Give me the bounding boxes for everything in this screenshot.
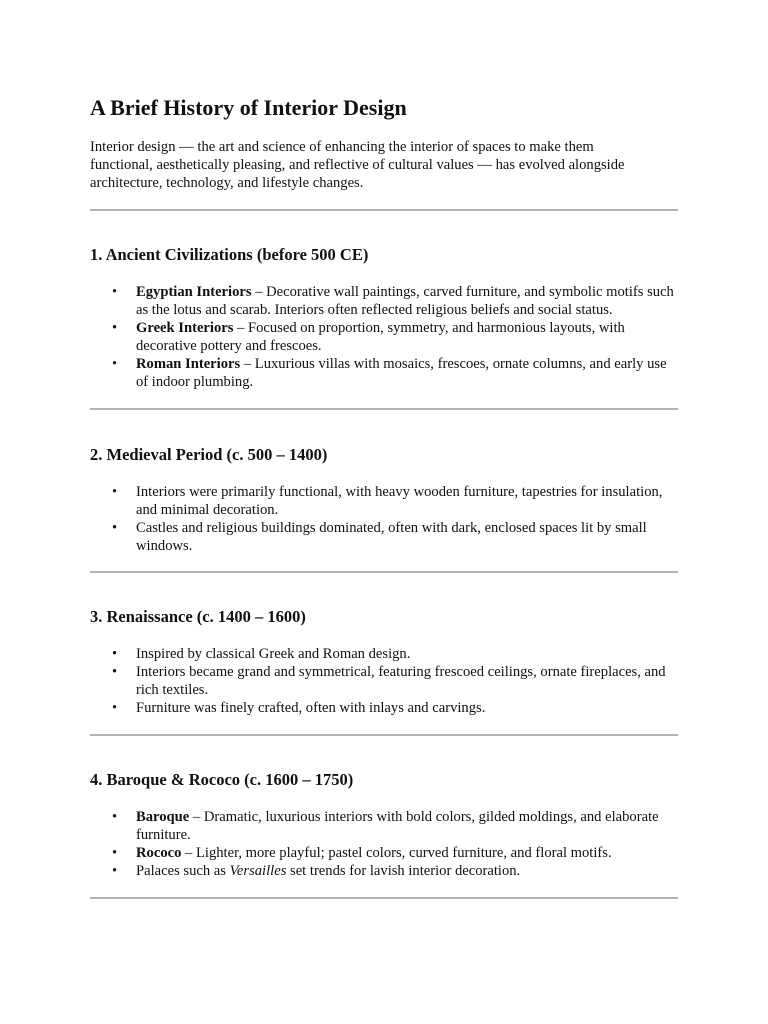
section-divider bbox=[90, 734, 678, 736]
list-item bbox=[90, 844, 678, 862]
list-item: • Inspired by classical Greek and Roman design. bbox=[90, 645, 678, 663]
list-item bbox=[90, 808, 678, 844]
section-list-medieval bbox=[90, 483, 678, 555]
list-item bbox=[90, 283, 678, 319]
item-text: – Luxurious villas with mosaics, frescoes, ornate columns, and early use of indoor plumbing. bbox=[136, 356, 667, 390]
item-emphasis: Versailles bbox=[229, 863, 287, 879]
list-item: • Furniture was finely crafted, often with inlays and carvings. bbox=[90, 699, 678, 717]
section-divider bbox=[90, 897, 678, 899]
section-list-renaissance bbox=[90, 645, 678, 717]
list-item bbox=[90, 319, 678, 355]
item-term: Greek Interiors bbox=[136, 320, 234, 336]
section-list-baroque-rococo bbox=[90, 808, 678, 880]
item-text: – Dramatic, luxurious interiors with bold colors, gilded moldings, and elaborate furniture. bbox=[136, 809, 659, 843]
item-text: – Decorative wall paintings, carved furniture, and symbolic motifs such as the lotus and scarab. Interiors often reflected religious beliefs and social status. bbox=[136, 284, 674, 318]
section-heading-medieval: 2. Medieval Period (c. 500 – 1400) bbox=[90, 445, 328, 464]
section-divider bbox=[90, 209, 678, 211]
intro-paragraph: Interior design — the art and science of enhancing the interior of spaces to make them functional, aesthetically pleasing, and reflective of cultural values — has evolved alongside architecture, technology, and lifestyle changes. bbox=[90, 139, 625, 191]
item-term: Baroque bbox=[136, 809, 190, 825]
section-list-ancient bbox=[90, 283, 678, 391]
item-text-after: set trends for lavish interior decoration. bbox=[286, 863, 521, 879]
item-term: Rococo bbox=[136, 845, 182, 861]
list-item bbox=[90, 355, 678, 391]
item-text: – Lighter, more playful; pastel colors, curved furniture, and floral motifs. bbox=[181, 845, 612, 861]
list-item: • Interiors became grand and symmetrical, featuring frescoed ceilings, ornate fireplaces, and rich textiles. bbox=[90, 663, 678, 699]
section-heading-ancient: 1. Ancient Civilizations (before 500 CE) bbox=[90, 245, 369, 264]
item-text: – Focused on proportion, symmetry, and harmonious layouts, with decorative pottery and frescoes. bbox=[136, 320, 625, 354]
section-divider bbox=[90, 571, 678, 573]
list-item: • Interiors were primarily functional, with heavy wooden furniture, tapestries for insulation, and minimal decoration. bbox=[90, 483, 678, 519]
item-text: Palaces such as bbox=[136, 863, 230, 879]
list-item bbox=[90, 862, 678, 880]
item-term: Egyptian Interiors bbox=[136, 284, 252, 300]
item-term: Roman Interiors bbox=[136, 356, 241, 372]
section-divider bbox=[90, 408, 678, 410]
section-heading-baroque-rococo: 4. Baroque & Rococo (c. 1600 – 1750) bbox=[90, 770, 354, 789]
section-heading-renaissance: 3. Renaissance (c. 1400 – 1600) bbox=[90, 607, 306, 626]
list-item: • Castles and religious buildings dominated, often with dark, enclosed spaces lit by small windows. bbox=[90, 519, 678, 555]
document-title: A Brief History of Interior Design bbox=[90, 95, 407, 120]
